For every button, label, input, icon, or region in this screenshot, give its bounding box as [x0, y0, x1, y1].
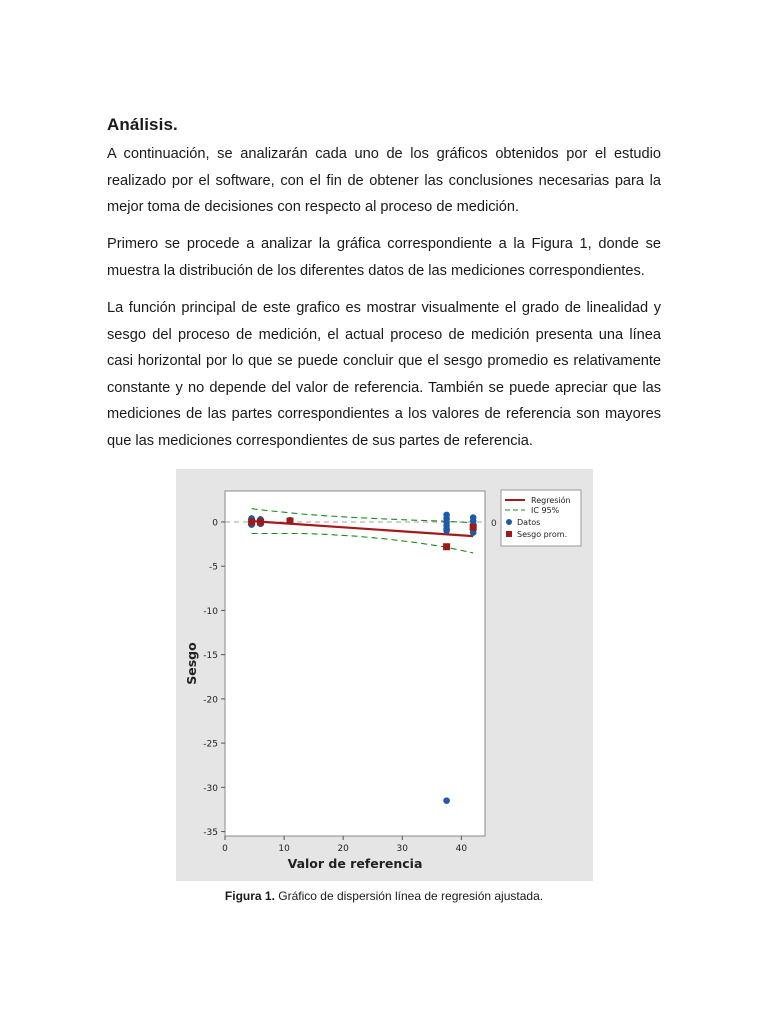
- x-axis-label: Valor de referencia: [287, 856, 423, 871]
- y-tick-label: -20: [203, 695, 218, 706]
- y-tick-label: -15: [203, 651, 218, 662]
- y-tick-label: -35: [203, 828, 218, 839]
- x-tick-label: 20: [337, 844, 349, 854]
- avg-bias-point: [470, 524, 477, 531]
- caption-label: Figura 1.: [224, 889, 275, 903]
- legend-label: Datos: [517, 518, 541, 527]
- reference-line-label: 0: [491, 518, 497, 529]
- paragraph-figure-reference: Primero se procede a analizar la gráfica correspondiente a la Figura 1, donde se muestra la distribución de los diferentes datos de las mediciones correspondientes.: [107, 236, 661, 279]
- avg-bias-point: [257, 518, 264, 525]
- x-tick-label: 10: [278, 844, 290, 854]
- legend-label: Regresión: [531, 496, 571, 505]
- bias-linearity-chart: [176, 469, 593, 881]
- legend-swatch-avg-bias: [506, 531, 512, 537]
- y-tick-label: 0: [212, 518, 218, 529]
- paragraph-intro: A continuación, se analizarán cada uno de los gráficos obtenidos por el estudio realizado por el software, con el fin de obtener las conclusiones necesarias para la mejor toma de decisiones con respecto al proceso de medición.: [107, 146, 661, 215]
- avg-bias-point: [248, 518, 255, 525]
- y-tick-label: -30: [203, 783, 218, 794]
- x-tick-label: 40: [455, 844, 468, 854]
- figure-chart-container: [176, 469, 593, 881]
- legend-label: IC 95%: [531, 506, 560, 515]
- paragraph-analysis: La función principal de este grafico es mostrar visualmente el grado de linealidad y sesgo del proceso de medición, el actual proceso de medición presenta una línea casi horizontal por lo que se puede concluir que el sesgo promedio es relativamente constante y no depende del valor de referencia. También se puede apreciar que las mediciones de las partes correspondientes a los valores de referencia son mayores que las mediciones correspondientes de sus partes de referencia.: [107, 300, 661, 449]
- caption-text: Gráfico de dispersión línea de regresión ajustada.: [274, 889, 544, 903]
- y-tick-label: -5: [209, 562, 218, 573]
- x-tick-label: 30: [396, 844, 408, 854]
- figure-caption: [0, 889, 768, 903]
- legend-swatch-data: [506, 519, 512, 525]
- y-axis-label: Sesgo: [184, 642, 199, 685]
- x-tick-label: 0: [222, 844, 228, 854]
- plot-area: [225, 491, 485, 836]
- data-point: [443, 797, 450, 804]
- section-heading: Análisis.: [107, 115, 178, 134]
- legend-label: Sesgo prom.: [517, 530, 568, 539]
- y-tick-label: -25: [203, 739, 218, 750]
- data-point: [443, 528, 450, 535]
- y-tick-label: -10: [203, 606, 218, 617]
- avg-bias-point: [443, 543, 450, 550]
- avg-bias-point: [287, 518, 294, 525]
